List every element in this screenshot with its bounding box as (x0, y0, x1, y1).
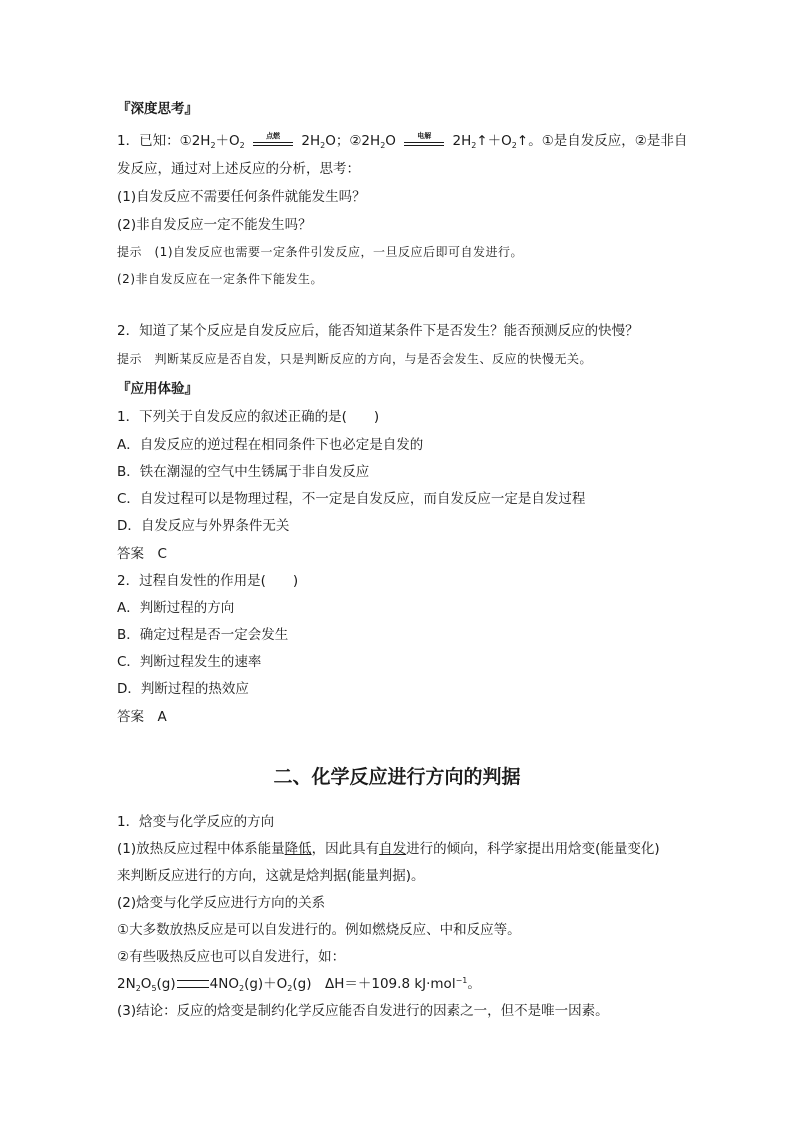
part1-paragraph-1-cont: 来判断反应进行的方向，这就是焓判据(能量判据)。 (117, 868, 425, 884)
part1-conclusion: (3)结论：反应的焓变是制约化学反应能否自发进行的因素之一，但不是唯一因素。 (117, 1003, 609, 1019)
subscript: 2 (238, 984, 245, 993)
superscript: −1 (455, 976, 468, 985)
paragraph-text: 进行的倾向，科学家提出用焓变(能量变化) (406, 841, 660, 857)
app2-option-d: D．判断过程的热效应 (117, 681, 249, 697)
q1-text: ↑＋O (476, 133, 512, 149)
app1-stem: 1．下列关于自发反应的叙述正确的是( ) (117, 409, 380, 425)
q1-sub-question-2: (2)非自发反应一定不能发生吗？ (117, 217, 312, 233)
equation-text: 4NO (209, 976, 239, 992)
q1-text: ＋O (215, 133, 240, 149)
part1-paragraph-1 (117, 840, 660, 858)
q1-line-2: 发反应，通过对上述反应的分析，思考： (117, 161, 360, 177)
subscript: 2 (210, 141, 216, 150)
subscript: 2 (287, 984, 293, 993)
underlined-term: 降低 (284, 841, 312, 857)
part1-paragraph-3: ①大多数放热反应是可以自发进行的。例如燃烧反应、中和反应等。 (117, 922, 521, 938)
app1-answer: 答案 C (117, 546, 167, 562)
app1-option-b: B．铁在潮湿的空气中生锈属于非自发反应 (117, 464, 370, 480)
subscript: 2 (320, 141, 326, 150)
underlined-term: 自发 (379, 841, 407, 857)
equation-text: (g) ΔH＝＋109.8 kJ·mol (292, 976, 456, 992)
reaction-equation (117, 975, 481, 995)
double-line-bottom (253, 145, 293, 146)
subscript: 5 (151, 984, 157, 993)
paragraph-text: (1)放热反应过程中体系能量 (117, 841, 285, 857)
app2-option-c: C．判断过程发生的速率 (117, 654, 262, 670)
q1-text: ↑。①是自发反应，②是非自 (516, 133, 688, 149)
app1-option-a: A．自发反应的逆过程在相同条件下也必定是自发的 (117, 437, 424, 453)
question-2: 2．知道了某个反应是自发反应后，能否知道某条件下是否发生？能否预测反应的快慢？ (117, 323, 639, 339)
condition-label: 点燃 (266, 132, 281, 140)
equation-text: (g) (156, 976, 176, 992)
equals-sign (177, 980, 209, 988)
double-line-top (253, 142, 293, 143)
subscript: 2 (471, 141, 477, 150)
condition-label: 电解 (417, 132, 432, 140)
app1-option-c: C．自发过程可以是物理过程，不一定是自发反应，而自发反应一定是自发过程 (117, 491, 586, 507)
q1-hint-2: (2)非自发反应在一定条件下能发生。 (117, 272, 323, 286)
q1-text: O；②2H (325, 133, 381, 149)
equation-text: 。 (467, 976, 481, 992)
equation-text: O (140, 976, 152, 992)
section-application: 『应用体验』 (117, 381, 198, 397)
q1-text: O (385, 133, 396, 149)
reaction-condition-ignite (253, 134, 293, 148)
subscript: 2 (380, 141, 386, 150)
part1-title: 1．焓变与化学反应的方向 (117, 814, 275, 830)
equation-text: (g)＋O (244, 976, 288, 992)
section-heading: 二、化学反应进行方向的判据 (273, 766, 521, 788)
app2-option-a: A．判断过程的方向 (117, 600, 235, 616)
subscript: 2 (239, 141, 245, 150)
q1-text: 1．已知：①2H (117, 133, 211, 149)
q1-text: 2H (301, 133, 321, 149)
question-1-equation-line (117, 132, 687, 152)
q1-sub-question-1: (1)自发反应不需要任何条件就能发生吗？ (117, 189, 366, 205)
double-line-bottom (404, 145, 444, 146)
app2-option-b: B．确定过程是否一定会发生 (117, 627, 289, 643)
app2-answer: 答案 A (117, 709, 167, 725)
double-line-top (404, 142, 444, 143)
q1-text: 2H (452, 133, 472, 149)
subscript: 2 (135, 984, 141, 993)
app1-option-d: D．自发反应与外界条件无关 (117, 518, 290, 534)
app2-stem: 2．过程自发性的作用是( ) (117, 573, 299, 589)
reaction-condition-electrolysis (404, 134, 444, 148)
q1-hint-1: 提示 (1)自发反应也需要一定条件引发反应，一旦反应后即可自发进行。 (117, 245, 524, 259)
subscript: 2 (511, 141, 517, 150)
part1-paragraph-2: (2)焓变与化学反应进行方向的关系 (117, 895, 326, 911)
equation-text: 2N (117, 976, 136, 992)
part1-paragraph-4: ②有些吸热反应也可以自发进行，如： (117, 949, 346, 965)
paragraph-text: ，因此具有 (311, 841, 380, 857)
section-deep-thinking: 『深度思考』 (117, 101, 198, 117)
q2-hint: 提示 判断某反应是否自发，只是判断反应的方向，与是否会发生、反应的快慢无关。 (117, 352, 593, 366)
